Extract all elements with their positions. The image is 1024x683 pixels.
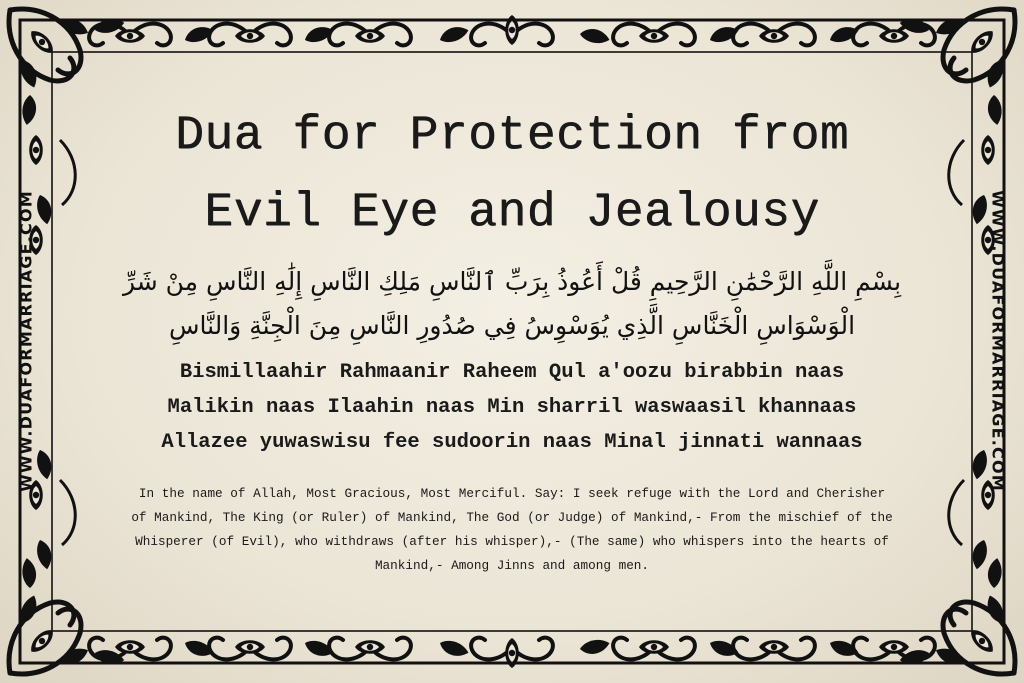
transliteration-line-3: Allazee yuwaswisu fee sudoorin naas Minal jinnati wannaas (161, 431, 863, 454)
watermark-right-text: WWW.DUAFORMARRIAGE.COM (988, 190, 1008, 492)
title-line-1: Dua for Protection from (174, 109, 849, 163)
transliteration-line-2: Malikin naas Ilaahin naas Min sharril waswaasil khannaas (167, 396, 857, 419)
watermark-left-text: WWW.DUAFORMARRIAGE.COM (16, 190, 36, 492)
arabic-dua-text: بِسْمِ اللَّهِ الرَّحْمَٰنِ الرَّحِيمِ قُلْ أَعُوذُ بِرَبِّ ٱلنَّاسِ مَلِكِ النَّاسِ إِلَٰهِ النَّاسِ مِنْ شَرِّ الْوَسْوَاسِ الْخَنَّاسِ الَّذِي يُوَسْوِسُ فِي صُدُورِ النَّاسِ مِنَ الْجِنَّةِ وَالنَّاسِ (122, 267, 902, 340)
transliteration-line-1: Bismillaahir Rahmaanir Raheem Qul a'oozu birabbin naas (179, 361, 845, 384)
title-line-2: Evil Eye and Jealousy (204, 186, 820, 240)
english-translation: In the name of Allah, Most Gracious, Most Merciful. Say: I seek refuge with the Lord and Cherisher of Mankind, The King (or Ruler) of Mankind, The God (or Judge) of Mankind,- From the mischief of the Whisperer (of Evil), who withdraws (after his whisper),- (The same) who whispers into the hearts of Mankind,- Among Jinns and among men. (131, 486, 893, 573)
